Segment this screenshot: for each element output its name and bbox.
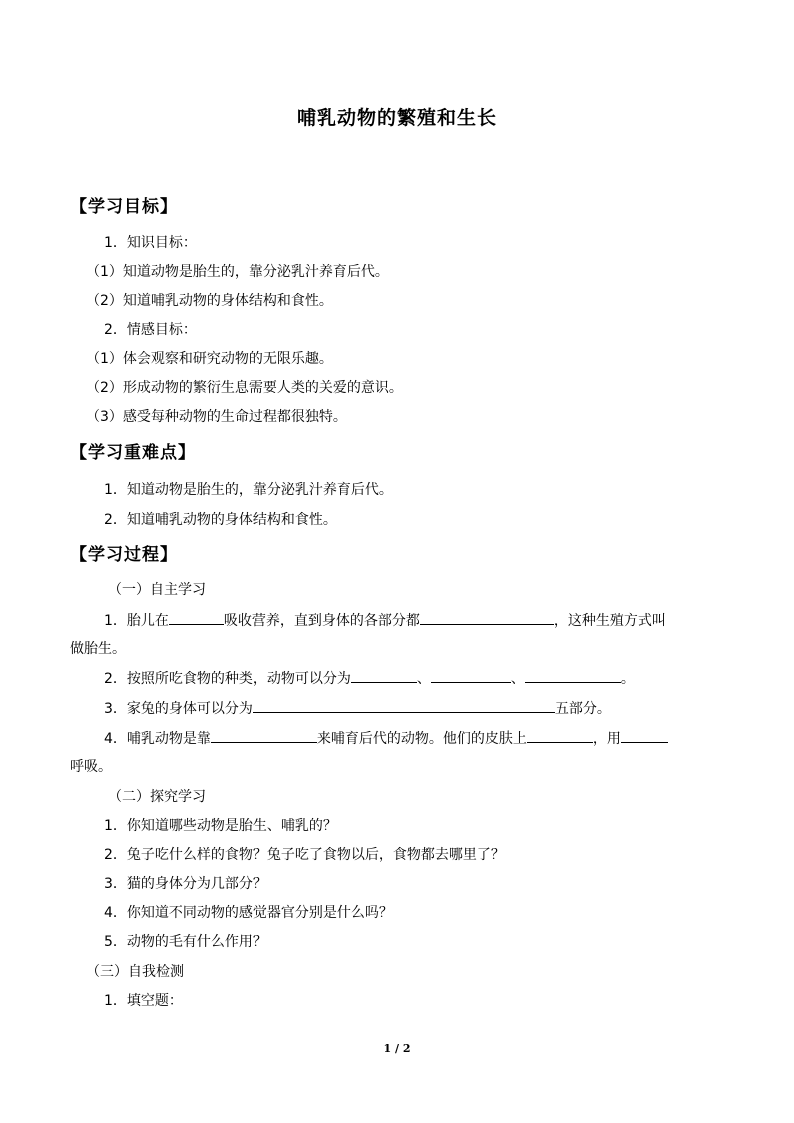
self-study-question-1 bbox=[104, 610, 666, 631]
self-study-question-1-cont: 做胎生。 bbox=[70, 641, 126, 657]
q1-text-a: 1．胎儿在 bbox=[104, 613, 169, 629]
answer-blank[interactable] bbox=[527, 728, 593, 743]
q2-text-a: 2．按照所吃食物的种类，动物可以分为 bbox=[104, 671, 351, 687]
key-point-item: 2．知道哺乳动物的身体结构和食性。 bbox=[104, 512, 337, 528]
page-number: 1 / 2 bbox=[383, 1042, 411, 1055]
inquiry-label: （二）探究学习 bbox=[108, 789, 206, 805]
knowledge-objective-label: 1．知识目标： bbox=[104, 235, 197, 251]
inquiry-item: 1．你知道哪些动物是胎生、哺乳的？ bbox=[104, 818, 337, 834]
emotion-objective-item: （1）体会观察和研究动物的无限乐趣。 bbox=[86, 351, 333, 367]
self-study-question-4-cont: 呼吸。 bbox=[70, 759, 112, 775]
q1-text-b: 吸收营养，直到身体的各部分都 bbox=[223, 613, 420, 629]
page-title: 哺乳动物的繁殖和生长 bbox=[296, 107, 497, 129]
answer-blank[interactable] bbox=[211, 728, 317, 743]
answer-blank[interactable] bbox=[351, 668, 417, 683]
q2-sep: 、 bbox=[416, 671, 431, 687]
key-points-heading: 【学习重难点】 bbox=[70, 443, 196, 463]
answer-blank[interactable] bbox=[420, 610, 554, 625]
self-study-question-2 bbox=[104, 668, 635, 689]
inquiry-item: 2．兔子吃什么样的食物？兔子吃了食物以后，食物都去哪里了？ bbox=[104, 847, 505, 863]
inquiry-item: 5．动物的毛有什么作用？ bbox=[104, 934, 267, 950]
process-heading: 【学习过程】 bbox=[70, 545, 178, 565]
q3-text-a: 3．家兔的身体可以分为 bbox=[104, 701, 253, 717]
emotion-objective-item: （2）形成动物的繁衍生息需要人类的关爱的意识。 bbox=[86, 380, 403, 396]
q4-text-a: 4．哺乳动物是靠 bbox=[104, 731, 211, 747]
emotion-objective-label: 2．情感目标： bbox=[104, 322, 197, 338]
knowledge-objective-item: （2）知道哺乳动物的身体结构和食性。 bbox=[86, 293, 333, 309]
self-test-label: （三）自我检测 bbox=[86, 964, 184, 980]
answer-blank[interactable] bbox=[431, 668, 511, 683]
answer-blank[interactable] bbox=[253, 698, 555, 713]
q4-text-c: ，用 bbox=[592, 731, 621, 747]
key-point-item: 1．知道动物是胎生的，靠分泌乳汁养育后代。 bbox=[104, 482, 393, 498]
objectives-heading: 【学习目标】 bbox=[70, 197, 178, 217]
inquiry-item: 3．猫的身体分为几部分？ bbox=[104, 876, 267, 892]
q3-end: 五部分。 bbox=[554, 701, 611, 717]
answer-blank[interactable] bbox=[525, 668, 621, 683]
self-study-label: （一）自主学习 bbox=[108, 582, 206, 598]
self-test-question-1: 1．填空题： bbox=[104, 993, 183, 1009]
q4-text-b: 来哺育后代的动物。他们的皮肤上 bbox=[316, 731, 527, 747]
q2-end: 。 bbox=[620, 671, 635, 687]
q1-text-c: ，这种生殖方式叫 bbox=[553, 613, 666, 629]
self-study-question-4 bbox=[104, 728, 668, 749]
q2-sep: 、 bbox=[510, 671, 525, 687]
emotion-objective-item: （3）感受每种动物的生命过程都很独特。 bbox=[86, 409, 347, 425]
knowledge-objective-item: （1）知道动物是胎生的，靠分泌乳汁养育后代。 bbox=[86, 264, 389, 280]
inquiry-item: 4．你知道不同动物的感觉器官分别是什么吗？ bbox=[104, 905, 393, 921]
self-study-question-3 bbox=[104, 698, 611, 719]
answer-blank[interactable] bbox=[169, 610, 224, 625]
answer-blank[interactable] bbox=[621, 728, 668, 743]
